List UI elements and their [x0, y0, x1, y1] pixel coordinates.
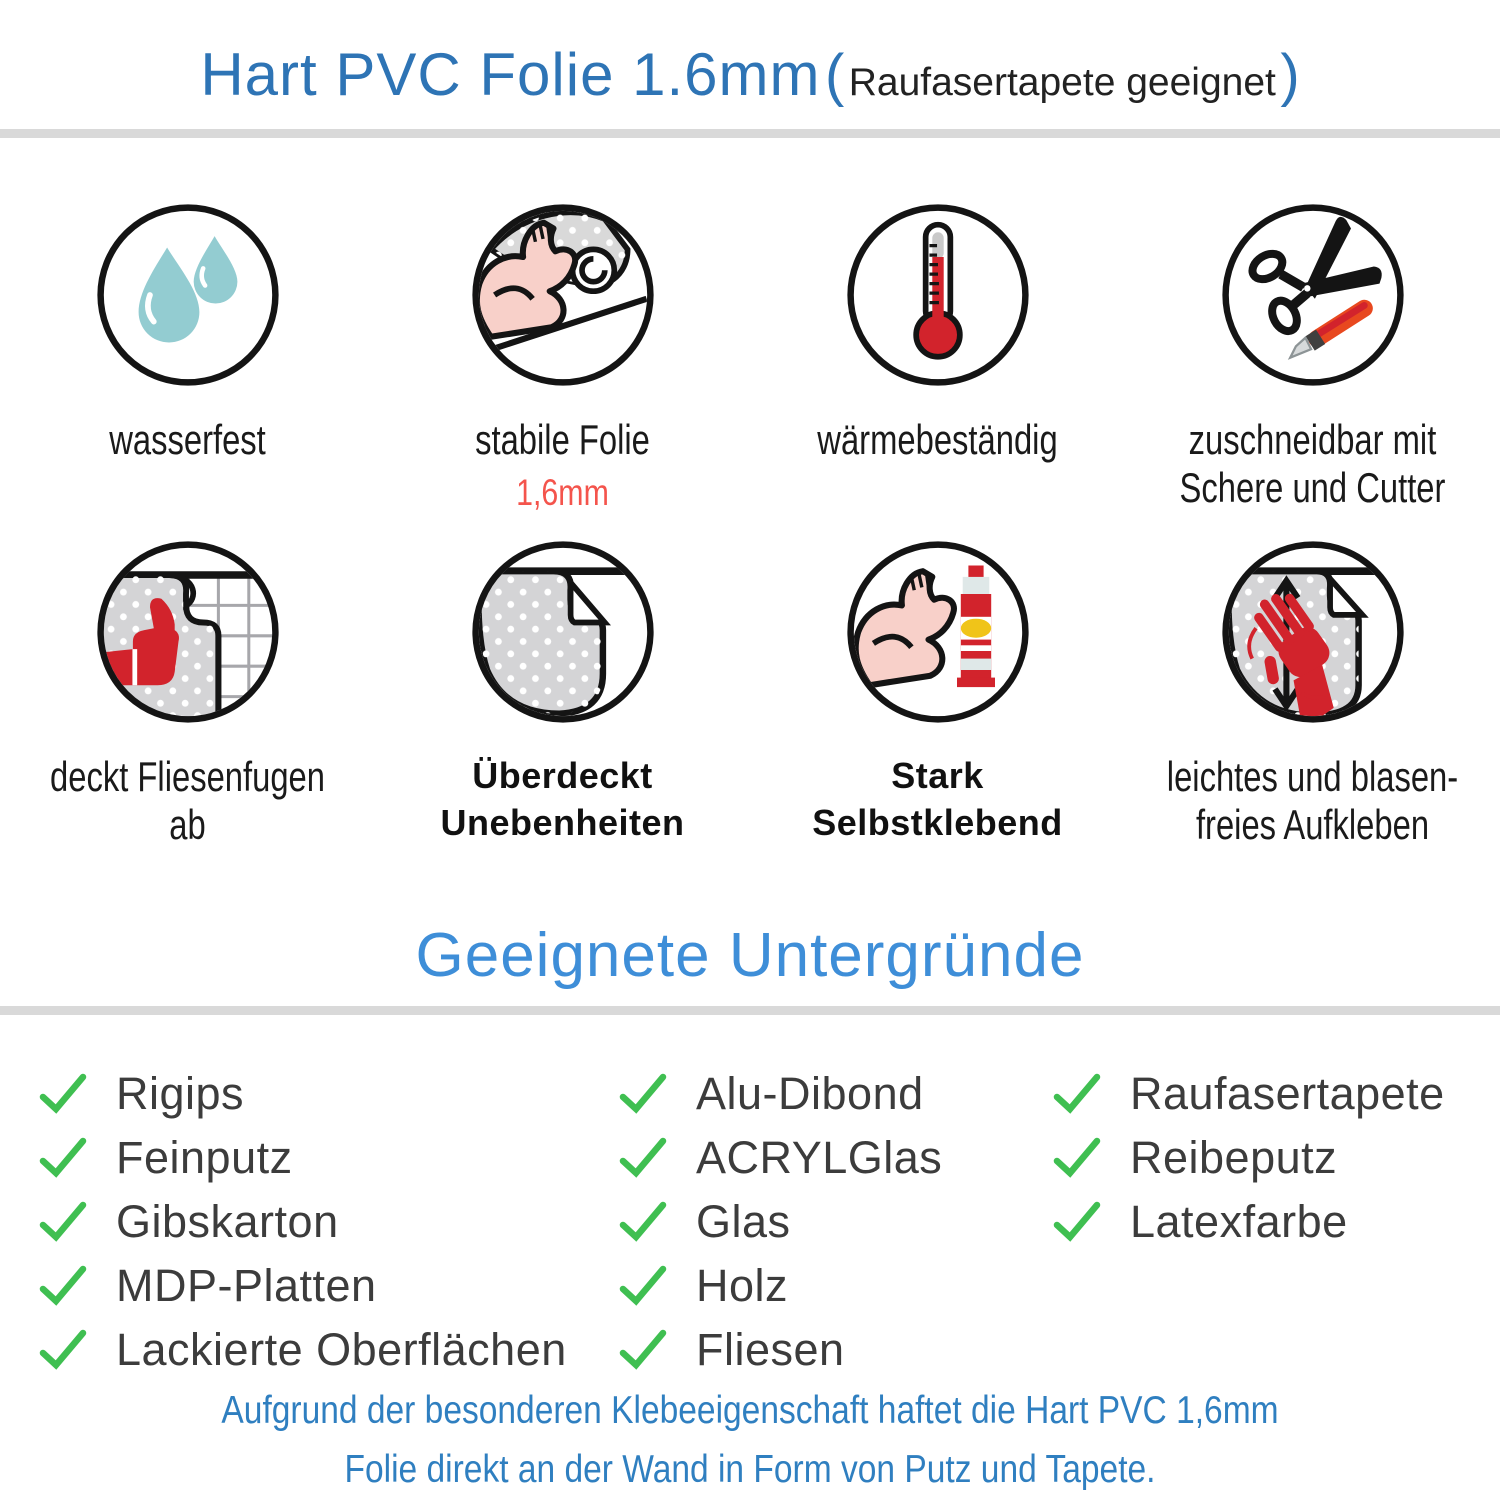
- foil-peel-icon: [468, 537, 658, 727]
- list-item: Rigips: [38, 1062, 567, 1126]
- list-item: Reibeputz: [1052, 1126, 1445, 1190]
- title-text: Hart PVC Folie 1.6mm: [200, 41, 821, 108]
- water-drops-icon: [93, 200, 283, 390]
- list-item: Glas: [618, 1190, 942, 1254]
- check-icon: [38, 1261, 88, 1311]
- scissors-cutter-icon: [1218, 200, 1408, 390]
- check-icon: [1052, 1069, 1102, 1119]
- check-icon: [1052, 1133, 1102, 1183]
- feature-covers-unevenness: [375, 537, 750, 849]
- surfaces-column-1: [38, 1062, 567, 1382]
- paren-open: (: [824, 43, 845, 108]
- feature-label: zuschneidbar mit Schere und Cutter: [1179, 416, 1446, 511]
- footer-line-1: Aufgrund der besonderen Klebeeigenschaft haftet die Hart PVC 1,6mm: [221, 1389, 1279, 1432]
- feature-label: Überdeckt Unebenheiten: [440, 755, 685, 843]
- list-item: Fliesen: [618, 1318, 942, 1382]
- list-item: Feinputz: [38, 1126, 567, 1190]
- surfaces-checklist: [0, 1062, 1500, 1382]
- surfaces-column-3: [1052, 1062, 1445, 1254]
- page-title: [0, 40, 1500, 109]
- feature-label: stabile Folie: [475, 416, 650, 463]
- feature-covers-tile-joints: [0, 537, 375, 849]
- feature-thickness-label: 1,6mm: [516, 471, 609, 513]
- list-item: Gibskarton: [38, 1190, 567, 1254]
- feature-heat-resistant: [750, 200, 1125, 537]
- footer-note: [0, 1382, 1500, 1499]
- list-item: Latexfarbe: [1052, 1190, 1445, 1254]
- surfaces-column-2: [618, 1062, 942, 1382]
- check-icon: [618, 1197, 668, 1247]
- list-item: Alu-Dibond: [618, 1062, 942, 1126]
- surfaces-heading: Geeignete Untergründe: [415, 921, 1085, 990]
- feature-label: wärmebeständig: [817, 416, 1058, 463]
- divider-top: [0, 129, 1500, 138]
- title-subtext: Raufasertapete geeignet: [848, 61, 1276, 104]
- check-icon: [618, 1069, 668, 1119]
- thermometer-icon: [843, 200, 1033, 390]
- list-item: Lackierte Oberflächen: [38, 1318, 567, 1382]
- paren-close: ): [1280, 43, 1300, 108]
- tile-thumbs-up-icon: [93, 537, 283, 727]
- check-icon: [618, 1133, 668, 1183]
- feature-stable-foil: [375, 200, 750, 537]
- divider-middle: [0, 1006, 1500, 1015]
- muscle-glue-icon: [843, 537, 1033, 727]
- footer-line-2: Folie direkt an der Wand in Form von Putz und Tapete.: [344, 1447, 1156, 1491]
- list-item: Raufasertapete: [1052, 1062, 1445, 1126]
- feature-label: deckt Fliesenfugen ab: [50, 753, 325, 848]
- feature-waterproof: [0, 200, 375, 537]
- smoothing-hand-icon: [1218, 537, 1408, 727]
- list-item: Holz: [618, 1254, 942, 1318]
- feature-self-adhesive: [750, 537, 1125, 849]
- check-icon: [1052, 1197, 1102, 1247]
- check-icon: [38, 1133, 88, 1183]
- feature-label: Stark Selbstklebend: [812, 755, 1063, 843]
- check-icon: [38, 1069, 88, 1119]
- list-item: ACRYLGlas: [618, 1126, 942, 1190]
- check-icon: [38, 1325, 88, 1375]
- muscle-foil-roll-icon: [468, 200, 658, 390]
- feature-bubble-free: [1125, 537, 1500, 849]
- feature-cuttable: [1125, 200, 1500, 537]
- feature-label: wasserfest: [109, 416, 266, 463]
- feature-label: leichtes und blasen- freies Aufkleben: [1166, 753, 1459, 848]
- check-icon: [618, 1325, 668, 1375]
- list-item: MDP-Platten: [38, 1254, 567, 1318]
- feature-grid: [0, 200, 1500, 849]
- check-icon: [618, 1261, 668, 1311]
- check-icon: [38, 1197, 88, 1247]
